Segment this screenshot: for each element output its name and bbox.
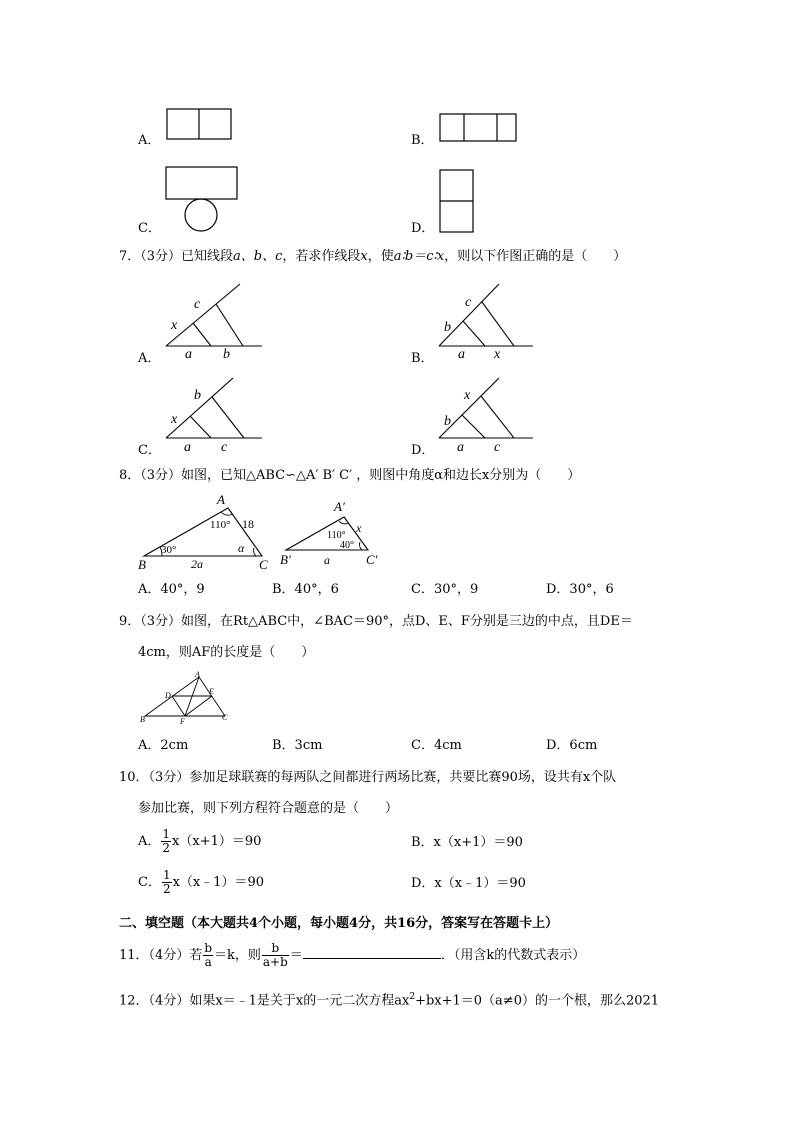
q6-option-b-figure (433, 108, 523, 148)
q7b-lower1: a (458, 347, 465, 358)
q8-fig2-C: C′ (366, 552, 378, 567)
q8-fig2-angleA: 110° (327, 530, 346, 541)
q10-option-c: C． $\frac{1}{2}$ x（x﹣1）＝90 (138, 868, 265, 896)
q9-fig-A: A (195, 670, 200, 679)
q9-fig-B: B (140, 715, 145, 724)
q7d-upper2: x (464, 388, 471, 403)
q7-option-d-figure (433, 372, 543, 452)
q6-option-c-figure (160, 162, 244, 236)
q9-stem-line1: 9．（3分）如图，在Rt△ABC中，∠BAC＝90°，点D、E、F分别是三边的中点，且DE＝ (119, 614, 633, 629)
q8-option-b: B．40°，6 (272, 582, 339, 597)
q8-fig1-C: C (259, 557, 268, 572)
q8-fig1-B: B (138, 557, 146, 572)
q7a-upper1: x (171, 318, 178, 333)
q8-fig2-A: A′ (334, 499, 345, 514)
q8-stem: 8．（3分）如图，已知△ABC∽△A′ B′ C′ ，则图中角度α和边长x分别为（ ） (119, 468, 581, 483)
q7a-lower1: a (185, 347, 192, 358)
q8-fig2-angleC: 40° (340, 540, 354, 551)
q9-fig-C: C (222, 713, 228, 722)
q9-option-a: A．2cm (138, 738, 189, 753)
q7c-upper2: b (194, 388, 201, 403)
q8-fig2-sideAC: x (356, 521, 362, 535)
q7b-lower2: x (494, 347, 501, 358)
q9-fig-D: D (165, 691, 171, 700)
q7c-lower1: a (184, 440, 191, 452)
q11-stem: 11．（4分）若 $\frac{b}{a}$ ＝k，则 $\frac{b}{a+b}$ ＝ ．（用含k的代数式表示） (119, 941, 586, 969)
q9-fig-E: E (209, 687, 214, 696)
q8-fig2-B: B′ (280, 552, 291, 567)
q9-option-d: D．6cm (546, 738, 598, 753)
q8-figure (134, 490, 394, 572)
q8-fig1-angleC: α (238, 541, 245, 555)
q11-answer-blank[interactable] (303, 946, 441, 959)
q10-stem-line1: 10．（3分）参加足球联赛的每两队之间都进行两场比赛，共要比赛90场，设共有x个队 (119, 770, 617, 785)
q10-option-a: A． $\frac{1}{2}$ x（x+1）＝90 (138, 827, 262, 855)
q9-figure (136, 668, 236, 726)
q8-fig1-sideBC: 2a (191, 557, 203, 571)
q8-option-c: C．30°，9 (411, 582, 479, 597)
q7c-lower2: c (221, 440, 228, 452)
q6-option-d-label: D． (411, 221, 435, 236)
q8-option-d: D．30°，6 (546, 582, 614, 597)
q7-stem: 7．（3分）已知线段a、b、c，若求作线段x，使a∶b＝c∶x，则以下作图正确的是（ ） (119, 249, 627, 264)
q9-option-b: B．3cm (272, 738, 323, 753)
q9-fig-F: F (180, 717, 185, 726)
q10-stem-line2: 参加比赛，则下列方程符合题意的是（ ） (138, 801, 399, 816)
q7-option-c-figure (160, 372, 270, 452)
q10-option-d: D．x（x﹣1）＝90 (411, 876, 526, 891)
q8-option-a: A．40°，9 (138, 582, 205, 597)
q6-option-c-label: C． (138, 221, 161, 236)
q6-option-a-label: A． (138, 133, 161, 148)
q6-option-a-figure (160, 104, 240, 144)
q8-fig1-A: A (217, 492, 225, 507)
q6-option-b-label: B． (411, 133, 434, 148)
q7-option-a-figure (160, 278, 270, 358)
q8-fig1-angleA: 110° (210, 519, 231, 531)
q7a-lower2: b (223, 347, 230, 358)
q7d-lower1: a (457, 440, 464, 452)
section2-heading: 二、填空题（本大题共4个小题，每小题4分，共16分，答案写在答题卡上） (119, 916, 559, 931)
q7d-upper1: b (444, 414, 451, 429)
q6-option-d-figure (433, 164, 483, 238)
q7c-upper1: x (171, 412, 178, 427)
q9-stem-line2: 4cm，则AF的长度是（ ） (138, 645, 315, 660)
q7a-upper2: c (194, 297, 201, 312)
q9-option-c: C．4cm (411, 738, 462, 753)
q7d-lower2: c (494, 440, 501, 452)
q12-stem: 12．（4分）如果x＝﹣1是关于x的一元二次方程$ax^2+bx+1=0(a\ne 0)$的一个根，那么2021 (119, 992, 660, 1009)
q7b-upper1: b (444, 320, 451, 335)
q8-fig2-sideBC: a (324, 553, 330, 567)
q7-option-c-label: C． (138, 443, 161, 458)
q8-fig1-angleB: 30° (161, 544, 177, 556)
q7-option-b-figure (433, 278, 543, 358)
q7b-upper2: c (465, 295, 472, 310)
q7-option-d-label: D． (411, 443, 435, 458)
q7-option-a-label: A． (138, 351, 161, 366)
q10-option-b: B．x（x+1）＝90 (411, 835, 523, 850)
q7-option-b-label: B． (411, 351, 434, 366)
q8-fig1-sideAC: 18 (242, 517, 254, 531)
